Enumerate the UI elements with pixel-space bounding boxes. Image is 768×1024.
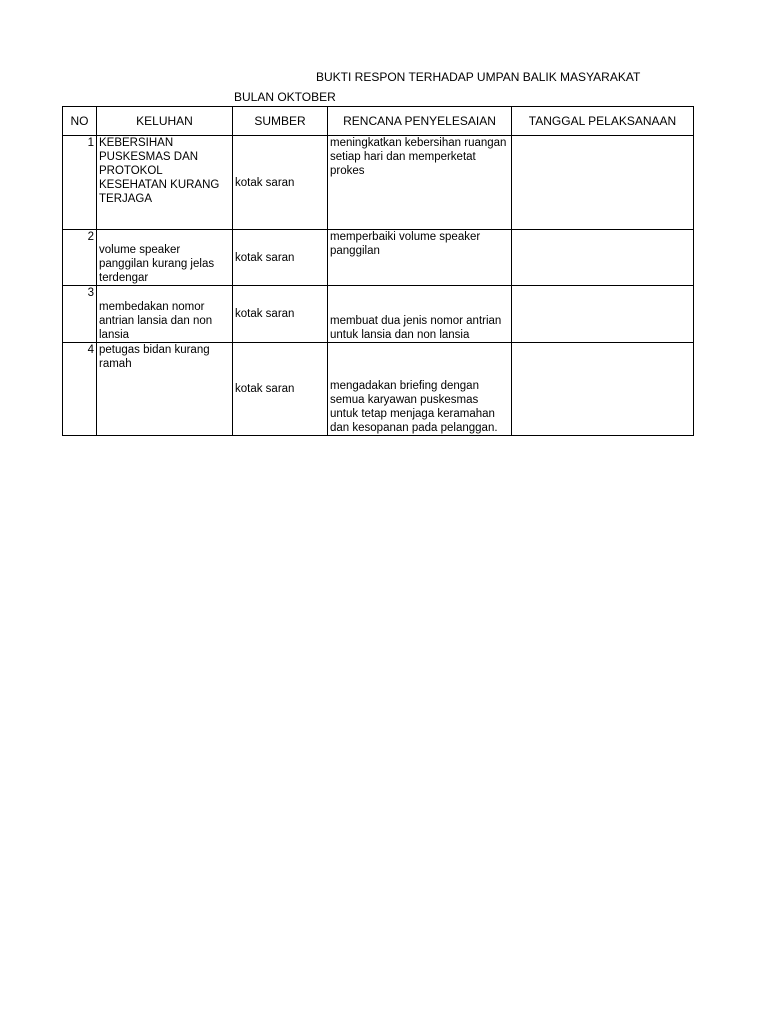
table-header-row	[63, 107, 694, 136]
cell-tanggal	[512, 286, 694, 343]
cell-tanggal	[512, 136, 694, 230]
cell-sumber: kotak saran	[233, 136, 328, 230]
cell-sumber: kotak saran	[233, 343, 328, 436]
cell-rencana: mengadakan briefing dengan semua karyawan puskesmas untuk tetap menjaga keramahan dan kesopanan pada pelanggan.	[328, 343, 512, 436]
document-title: BUKTI RESPON TERHADAP UMPAN BALIK MASYARAKAT	[316, 70, 641, 84]
cell-tanggal	[512, 230, 694, 286]
cell-no: 3	[63, 286, 97, 343]
cell-keluhan: volume speaker panggilan kurang jelas terdengar	[97, 230, 233, 286]
cell-rencana: meningkatkan kebersihan ruangan setiap hari dan memperketat prokes	[328, 136, 512, 230]
header-sumber: SUMBER	[233, 107, 328, 136]
cell-no: 1	[63, 136, 97, 230]
cell-sumber: kotak saran	[233, 286, 328, 343]
cell-tanggal	[512, 343, 694, 436]
cell-keluhan: membedakan nomor antrian lansia dan non lansia	[97, 286, 233, 343]
cell-sumber: kotak saran	[233, 230, 328, 286]
cell-no: 4	[63, 343, 97, 436]
document-subtitle: BULAN OKTOBER	[234, 90, 336, 104]
cell-keluhan: KEBERSIHAN PUSKESMAS DAN PROTOKOL KESEHATAN KURANG TERJAGA	[97, 136, 233, 230]
feedback-response-table	[62, 106, 694, 436]
header-tanggal: TANGGAL PELAKSANAAN	[512, 107, 694, 136]
table-row	[63, 230, 694, 286]
table-row	[63, 136, 694, 230]
table-row	[63, 343, 694, 436]
cell-rencana: memperbaiki volume speaker panggilan	[328, 230, 512, 286]
cell-rencana: membuat dua jenis nomor antrian untuk lansia dan non lansia	[328, 286, 512, 343]
cell-keluhan: petugas bidan kurang ramah	[97, 343, 233, 436]
header-no: NO	[63, 107, 97, 136]
header-rencana: RENCANA PENYELESAIAN	[328, 107, 512, 136]
cell-no: 2	[63, 230, 97, 286]
table-row	[63, 286, 694, 343]
header-keluhan: KELUHAN	[97, 107, 233, 136]
